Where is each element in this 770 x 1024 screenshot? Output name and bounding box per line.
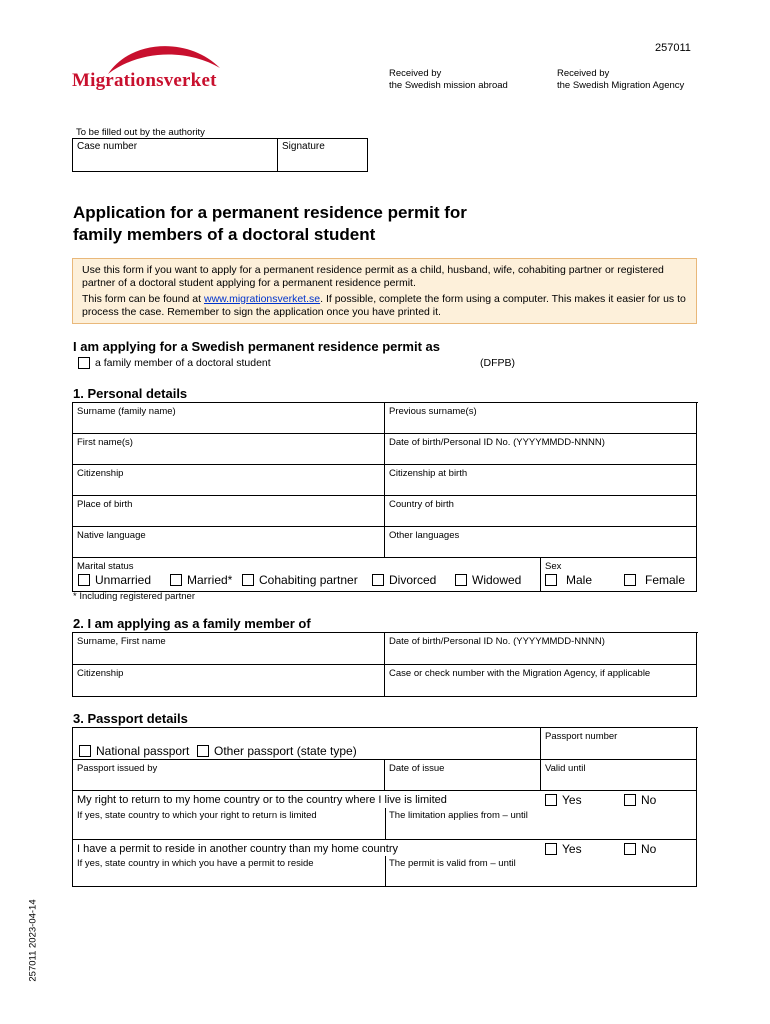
option-family-member[interactable]: [78, 357, 271, 369]
received-mission: [389, 68, 508, 92]
country-birth-label: Country of birth: [389, 499, 454, 510]
first-names-field[interactable]: [73, 434, 385, 465]
permit-country-label: If yes, state country in which you have a permit to reside: [77, 858, 314, 869]
previous-surnames-field[interactable]: [385, 403, 697, 434]
side-form-code: 257011 2023-04-14: [27, 899, 39, 982]
received-agency-line2: the Swedish Migration Agency: [557, 80, 685, 91]
other-permit-question: I have a permit to reside in another country than my home country: [77, 843, 398, 855]
return-country-label: If yes, state country to which your right to return is limited: [77, 810, 317, 821]
title-line1: Application for a permanent residence permit for: [73, 203, 467, 222]
received-agency-line1: Received by: [557, 68, 610, 79]
logo: [70, 38, 230, 94]
valid-until-label: Valid until: [545, 763, 586, 774]
page-title: [73, 202, 467, 246]
unmarried-option[interactable]: [78, 573, 151, 587]
issued-by-label: Passport issued by: [77, 763, 158, 774]
other-permit-yes-checkbox[interactable]: [545, 843, 557, 855]
signature-field[interactable]: [278, 139, 367, 171]
right-return-yes-label: Yes: [562, 793, 582, 807]
cohabiting-option[interactable]: [242, 573, 358, 587]
case-number-field[interactable]: [73, 139, 278, 171]
citizenship-label: Citizenship: [77, 468, 124, 479]
other-permit-no-label: No: [641, 842, 657, 856]
intro-p2-after: . If possible, complete the form using a computer. This makes it easier for us to process the case. Remember to sign the application once you have printed it.: [82, 293, 686, 318]
permit-country-field[interactable]: [73, 856, 385, 887]
passport-heading: 3. Passport details: [73, 711, 188, 726]
female-option[interactable]: [624, 573, 685, 587]
authority-box: [72, 138, 368, 172]
received-mission-line2: the Swedish mission abroad: [389, 80, 508, 91]
surname-field[interactable]: [73, 403, 385, 434]
married-checkbox[interactable]: [170, 574, 182, 586]
sex-label: Sex: [545, 561, 562, 572]
intro-box: [72, 258, 697, 324]
right-return-no-checkbox[interactable]: [624, 794, 636, 806]
married-label: Married*: [187, 573, 233, 587]
married-option[interactable]: [170, 573, 232, 587]
logo-text: Migrationsverket: [72, 70, 217, 91]
return-country-field[interactable]: [73, 808, 385, 840]
right-return-question: My right to return to my home country or to the country where I live is limited: [77, 794, 447, 806]
title-line2: family members of a doctoral student: [73, 225, 376, 244]
passport-number-label: Passport number: [545, 731, 618, 742]
valid-until-field[interactable]: [541, 760, 697, 791]
other-passport-checkbox[interactable]: [197, 745, 209, 757]
native-language-field[interactable]: [73, 527, 385, 558]
family-member-table: [72, 632, 698, 697]
family-case-number-label: Case or check number with the Migration Agency, if applicable: [389, 668, 651, 679]
personal-details-table: [72, 402, 698, 592]
permit-divider: [385, 856, 386, 887]
female-checkbox[interactable]: [624, 574, 636, 586]
dob-label: Date of birth/Personal ID No. (YYYYMMDD-NNNN): [389, 437, 605, 448]
other-permit-yes-label: Yes: [562, 842, 582, 856]
right-return-yes-option[interactable]: [545, 793, 582, 807]
applying-heading: I am applying for a Swedish permanent residence permit as: [73, 339, 441, 354]
right-return-no-label: No: [641, 793, 657, 807]
other-permit-no-option[interactable]: [624, 842, 656, 856]
divorced-checkbox[interactable]: [372, 574, 384, 586]
intro-paragraph-2: [82, 293, 687, 319]
other-permit-no-checkbox[interactable]: [624, 843, 636, 855]
native-language-label: Native language: [77, 530, 146, 541]
date-issue-field[interactable]: [385, 760, 541, 791]
divorced-option[interactable]: [372, 573, 436, 587]
previous-surnames-label: Previous surname(s): [389, 406, 477, 417]
personal-heading: 1. Personal details: [73, 386, 188, 401]
limitation-divider: [385, 808, 386, 840]
family-name-field[interactable]: [73, 633, 385, 665]
other-languages-label: Other languages: [389, 530, 460, 541]
website-link[interactable]: www.migrationsverket.se: [203, 293, 321, 305]
first-names-label: First name(s): [77, 437, 133, 448]
other-passport-option[interactable]: [197, 744, 357, 758]
divorced-label: Divorced: [389, 573, 437, 587]
passport-table: [72, 727, 698, 887]
national-passport-label: National passport: [96, 744, 190, 758]
limitation-from-label: The limitation applies from – until: [389, 810, 528, 821]
issued-by-field[interactable]: [73, 760, 385, 791]
country-birth-field[interactable]: [385, 496, 697, 527]
national-passport-checkbox[interactable]: [79, 745, 91, 757]
widowed-checkbox[interactable]: [455, 574, 467, 586]
male-label: Male: [566, 573, 593, 587]
other-passport-label: Other passport (state type): [214, 744, 357, 758]
passport-number-field[interactable]: [541, 728, 697, 760]
family-name-label: Surname, First name: [77, 636, 166, 647]
unmarried-checkbox[interactable]: [78, 574, 90, 586]
family-member-heading: 2. I am applying as a family member of: [73, 616, 311, 631]
citizenship-birth-label: Citizenship at birth: [389, 468, 468, 479]
other-permit-yes-option[interactable]: [545, 842, 582, 856]
permit-valid-label: The permit is valid from – until: [389, 858, 516, 869]
citizenship-field[interactable]: [73, 465, 385, 496]
cohabiting-label: Cohabiting partner: [259, 573, 358, 587]
family-member-checkbox[interactable]: [78, 357, 90, 369]
cohabiting-checkbox[interactable]: [242, 574, 254, 586]
authority-caption: To be filled out by the authority: [76, 127, 205, 138]
marital-status-label: Marital status: [77, 561, 134, 572]
family-citizenship-label: Citizenship: [77, 668, 124, 679]
received-agency: [557, 68, 684, 92]
surname-label: Surname (family name): [77, 406, 176, 417]
male-checkbox[interactable]: [545, 574, 557, 586]
right-return-yes-checkbox[interactable]: [545, 794, 557, 806]
case-number-label: Case number: [77, 141, 138, 152]
intro-p2-before: This form can be found at: [82, 293, 204, 305]
place-birth-field[interactable]: [73, 496, 385, 527]
widowed-option[interactable]: [455, 573, 521, 587]
dob-field[interactable]: [385, 434, 697, 465]
family-dob-field[interactable]: [385, 633, 697, 665]
signature-label: Signature: [282, 141, 325, 152]
family-citizenship-field[interactable]: [73, 665, 385, 697]
male-option[interactable]: [545, 573, 592, 587]
marital-footnote: * Including registered partner: [73, 591, 195, 602]
citizenship-birth-field[interactable]: [385, 465, 697, 496]
form-number: 257011: [655, 42, 691, 54]
date-issue-label: Date of issue: [389, 763, 445, 774]
family-dob-label: Date of birth/Personal ID No. (YYYYMMDD-NNNN): [389, 636, 605, 647]
widowed-label: Widowed: [472, 573, 522, 587]
permit-code: (DFPB): [480, 357, 515, 369]
intro-paragraph-1: Use this form if you want to apply for a permanent residence permit as a child, husband, wife, cohabiting partner or registered partner of a doctoral student applying for a permanent residence permit.: [82, 264, 664, 289]
right-return-no-option[interactable]: [624, 793, 656, 807]
national-passport-option[interactable]: [79, 744, 189, 758]
option-label: a family member of a doctoral student: [95, 357, 271, 369]
family-case-number-field[interactable]: [385, 665, 697, 697]
place-birth-label: Place of birth: [77, 499, 133, 510]
received-mission-line1: Received by: [389, 68, 442, 79]
other-languages-field[interactable]: [385, 527, 697, 558]
unmarried-label: Unmarried: [95, 573, 152, 587]
female-label: Female: [645, 573, 686, 587]
